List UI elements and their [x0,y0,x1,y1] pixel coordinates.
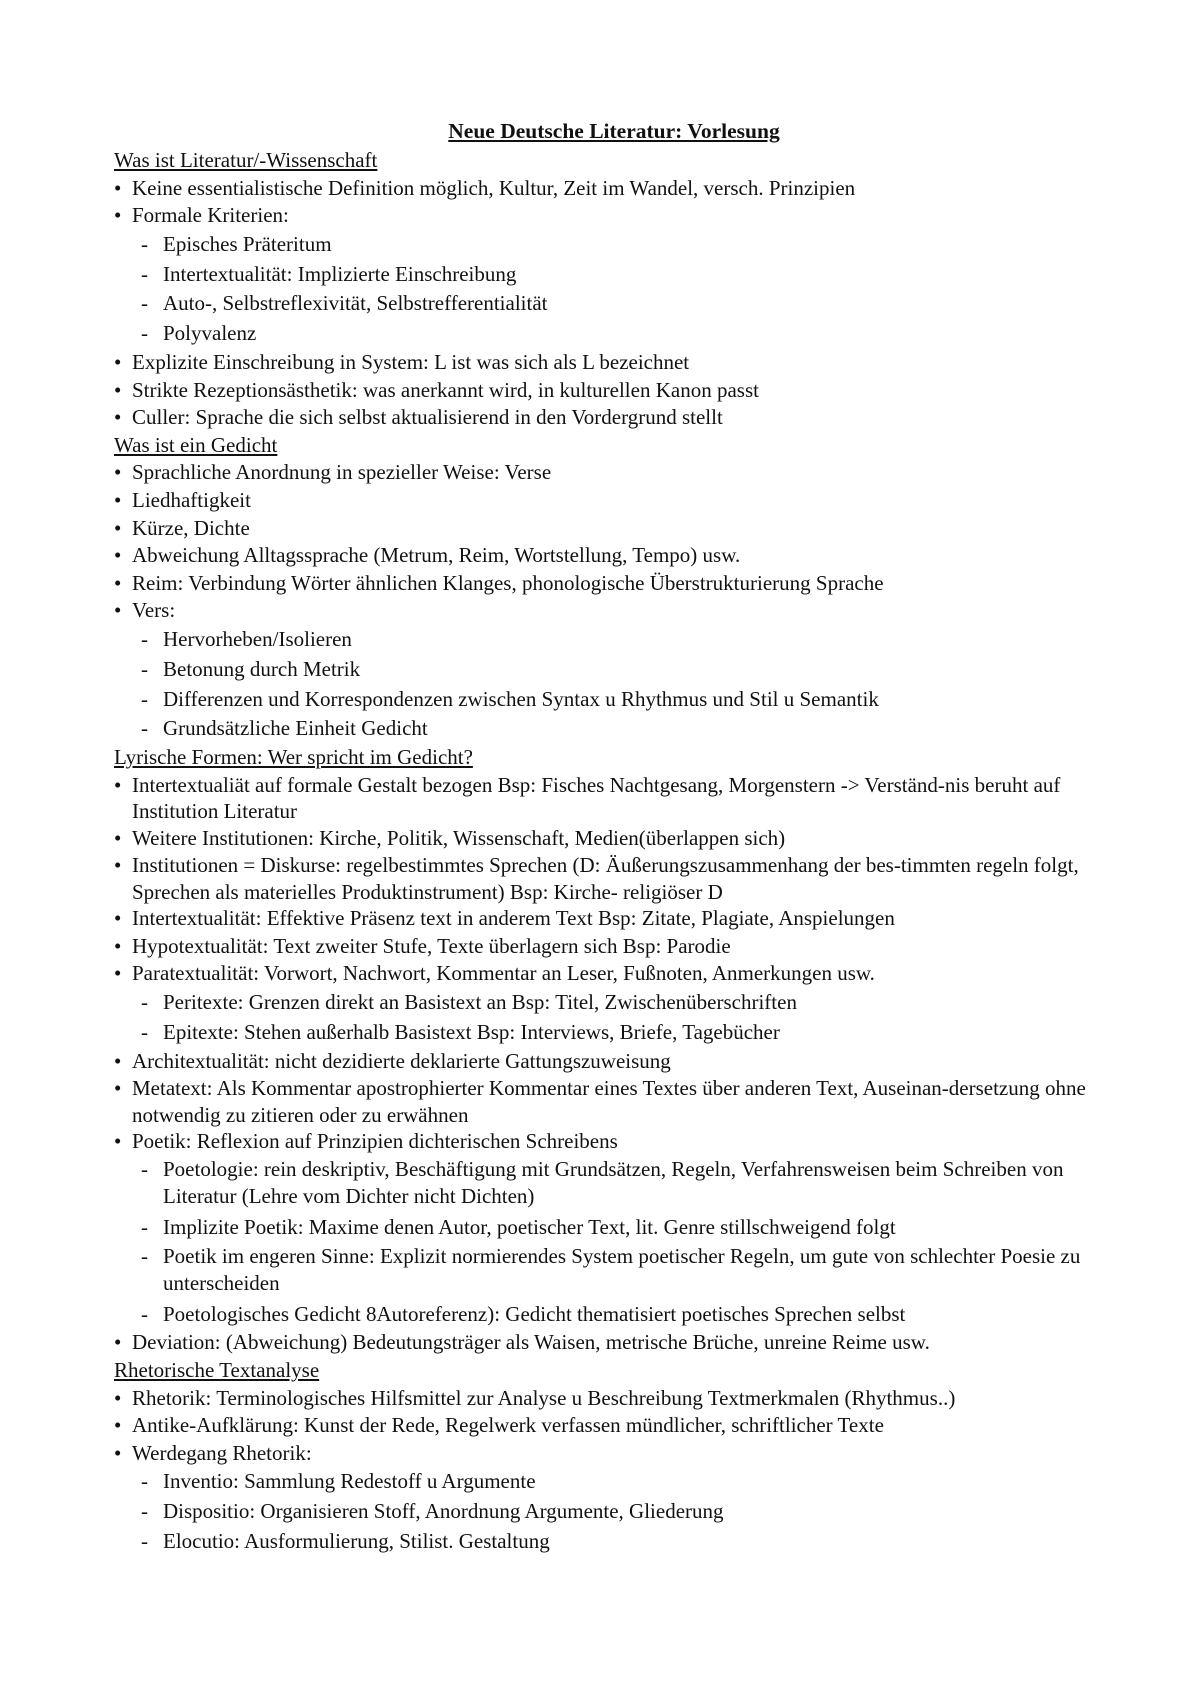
bullet-item: • Vers: [114,597,1104,625]
section-literature-science [114,147,1104,432]
section-heading: Was ist Literatur/-Wissenschaft [114,148,378,172]
section-lyric-forms [114,744,1104,1357]
bullet-item: • Deviation: (Abweichung) Bedeutungsträger als Waisen, metrische Brüche, unreine Reime usw. [114,1329,1104,1357]
bullet-item: • Antike-Aufklärung: Kunst der Rede, Regelwerk verfassen mündlicher, schriftlicher Texte [114,1412,1104,1440]
bullet-item: • Intertextualiät auf formale Gestalt bezogen Bsp: Fisches Nachtgesang, Morgenstern -> Verständ-nis beruht auf Institution Literatur [114,772,1104,825]
bullet-item: • Weitere Institutionen: Kirche, Politik, Wissenschaft, Medien(überlappen sich) [114,825,1104,853]
dash-item: - Differenzen und Korrespondenzen zwischen Syntax u Rhythmus und Stil u Semantik [114,685,1104,715]
dash-item: - Poetologie: rein deskriptiv, Beschäftigung mit Grundsätzen, Regeln, Verfahrensweisen beim Schreiben von Literatur (Lehre vom Dichter nicht Dichten) [114,1156,1104,1210]
bullet-item: • Reim: Verbindung Wörter ähnlichen Klanges, phonologische Überstrukturierung Sprache [114,570,1104,598]
dash-item: - Betonung durch Metrik [114,655,1104,685]
dash-item: - Episches Präteritum [114,230,1104,260]
dash-item: - Poetologisches Gedicht 8Autoreferenz): Gedicht thematisiert poetisches Sprechen selbst [114,1300,1104,1330]
page-title: Neue Deutsche Literatur: Vorlesung [448,119,780,143]
section-heading: Was ist ein Gedicht [114,432,278,457]
dash-item: - Inventio: Sammlung Redestoff u Argumente [114,1467,1104,1497]
section-heading: Rhetorische Textanalyse [114,1358,320,1383]
dash-item: - Intertextualität: Implizierte Einschreibung [114,260,1104,290]
bullet-item: • Sprachliche Anordnung in spezieller Weise: Verse [114,459,1104,487]
bullet-item: • Metatext: Als Kommentar apostrophierter Kommentar eines Textes über anderen Text, Auseinan-dersetzung ohne notwendig zu zitieren oder zu erwähnen [114,1075,1104,1128]
dash-item: - Poetik im engeren Sinne: Explizit normierendes System poetischer Regeln, um gute von schlechter Poesie zu unterscheiden [114,1243,1104,1297]
bullet-item: • Werdegang Rhetorik: [114,1440,1104,1468]
bullet-item: • Formale Kriterien: [114,202,1104,230]
bullet-item: • Poetik: Reflexion auf Prinzipien dichterischen Schreibens [114,1128,1104,1156]
bullet-item: • Intertextualität: Effektive Präsenz text in anderem Text Bsp: Zitate, Plagiate, Anspielungen [114,905,1104,933]
dash-item: - Dispositio: Organisieren Stoff, Anordnung Argumente, Gliederung [114,1497,1104,1527]
section-heading: Lyrische Formen: Wer spricht im Gedicht? [114,745,473,770]
dash-item: - Polyvalenz [114,319,1104,349]
bullet-item: • Architextualität: nicht dezidierte deklarierte Gattungszuweisung [114,1048,1104,1076]
bullet-item: • Strikte Rezeptionsästhetik: was anerkannt wird, in kulturellen Kanon passt [114,377,1104,405]
bullet-item: • Hypotextualität: Text zweiter Stufe, Texte überlagern sich Bsp: Parodie [114,933,1104,961]
bullet-item: • Liedhaftigkeit [114,487,1104,515]
dash-item: - Peritexte: Grenzen direkt an Basistext an Bsp: Titel, Zwischenüberschriften [114,988,1104,1018]
section-rhetorical-analysis [114,1357,1104,1557]
dash-item: - Hervorheben/Isolieren [114,625,1104,655]
bullet-item: • Paratextualität: Vorwort, Nachwort, Kommentar an Leser, Fußnoten, Anmerkungen usw. [114,960,1104,988]
dash-item: - Grundsätzliche Einheit Gedicht [114,714,1104,744]
section-poem [114,432,1104,744]
dash-item: - Auto-, Selbstreflexivität, Selbstrefferentialität [114,289,1104,319]
bullet-item: • Rhetorik: Terminologisches Hilfsmittel zur Analyse u Beschreibung Textmerkmalen (Rhythmus..) [114,1385,1104,1413]
dash-item: - Epitexte: Stehen außerhalb Basistext Bsp: Interviews, Briefe, Tagebücher [114,1018,1104,1048]
bullet-item: • Abweichung Alltagssprache (Metrum, Reim, Wortstellung, Tempo) usw. [114,542,1104,570]
document-content [114,115,1104,1557]
dash-item: - Elocutio: Ausformulierung, Stilist. Gestaltung [114,1527,1104,1557]
dash-item: - Implizite Poetik: Maxime denen Autor, poetischer Text, lit. Genre stillschweigend folgt [114,1213,1104,1243]
bullet-item: • Culler: Sprache die sich selbst aktualisierend in den Vordergrund stellt [114,404,1104,432]
bullet-item: • Kürze, Dichte [114,515,1104,543]
bullet-item: • Explizite Einschreibung in System: L ist was sich als L bezeichnet [114,349,1104,377]
bullet-item: • Institutionen = Diskurse: regelbestimmtes Sprechen (D: Äußerungszusammenhang der bes-timmten regeln folgt, Sprechen als materielles Produktinstrument) Bsp: Kirche- religiöser D [114,852,1104,905]
bullet-item: • Keine essentialistische Definition möglich, Kultur, Zeit im Wandel, versch. Prinzipien [114,175,1104,203]
